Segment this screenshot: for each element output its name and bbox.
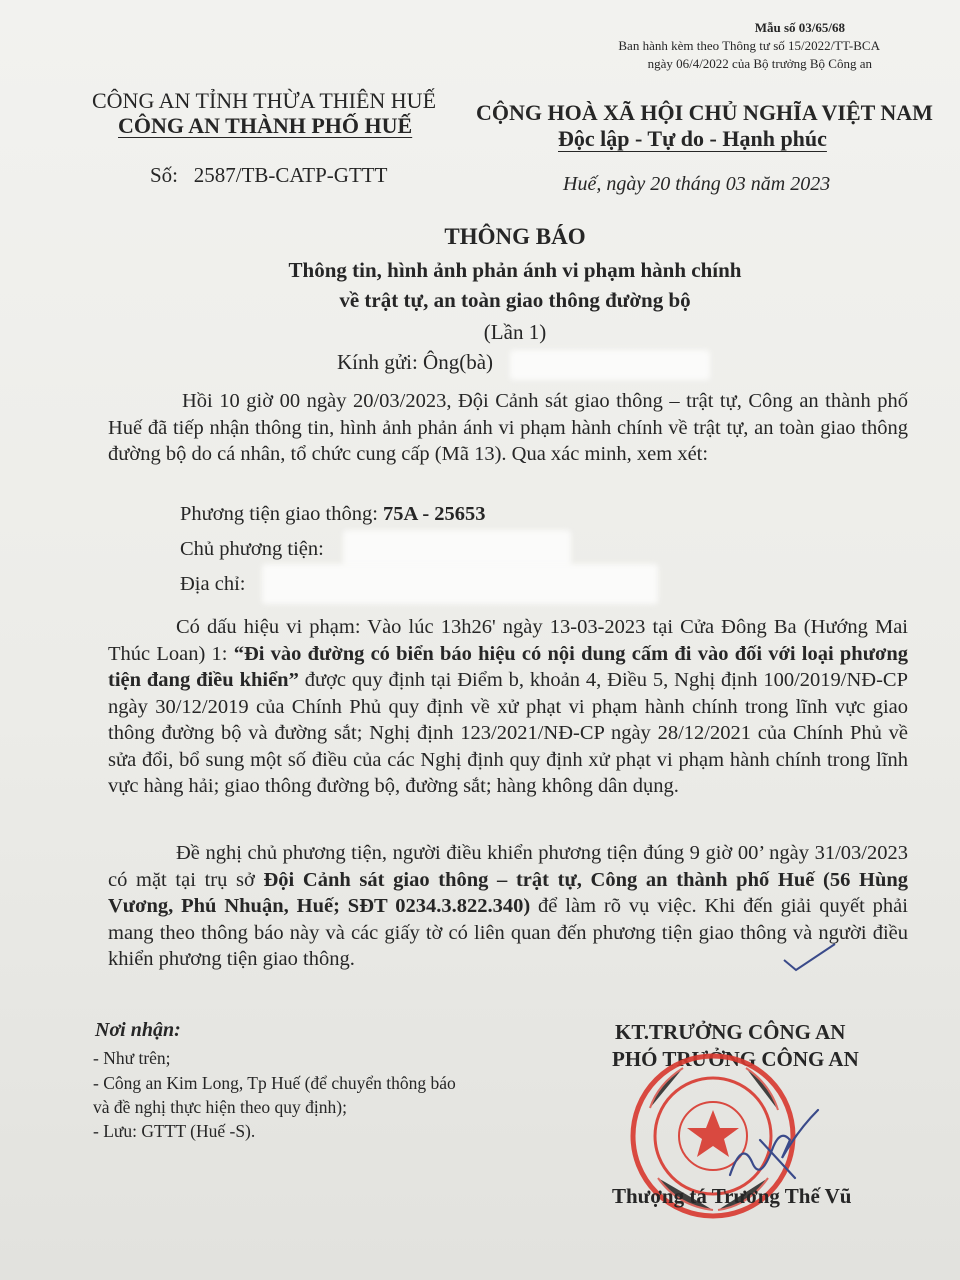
form-issued-by: Ban hành kèm theo Thông tư số 15/2022/TT-BCA [618, 38, 880, 53]
paragraph-intro: Hồi 10 giờ 00 ngày 20/03/2023, Đội Cảnh sát giao thông – trật tự, Công an thành phố Huế đã tiếp nhận thông tin, hình ảnh phản ánh vi phạm hành chính về trật tự, an toàn giao thông đường bộ do cá nhân, tổ chức cung cấp (Mã 13). Qua xác minh, xem xét: [108, 390, 908, 465]
notice-count: (Lần 1) [483, 320, 547, 344]
redacted-owner [343, 530, 571, 568]
violation-text-b: được quy định tại Điểm b, khoản 4, Điều 5, Nghị định 100/2019/NĐ-CP ngày 30/12/2019 của Chính Phủ quy định về xử phạt vi phạm hành chính trong lĩnh vực giao thông đường bộ và đường sắt; Nghị định 123/2021/NĐ-CP ngày 28/12/2021 của Chính Phủ về sửa đổi, bổ sung một số điều của các Nghị định quy định xử phạt vi phạm hành chính trong lĩnh vực hàng hải; giao thông đường bộ, đường sắt; hàng không dân dụng. [108, 669, 909, 797]
address-label: Địa chỉ: [180, 573, 246, 595]
handwritten-signature-icon [720, 1080, 830, 1190]
national-motto: Độc lập - Tự do - Hạnh phúc [558, 126, 827, 151]
recipients-title: Nơi nhận: [95, 1019, 181, 1041]
owner-label: Chủ phương tiện: [180, 538, 324, 560]
document-number-label: Số: [150, 163, 179, 187]
document-number-value: 2587/TB-CATP-GTTT [193, 163, 388, 187]
document-subtitle-2: về trật tự, an toàn giao thông đường bộ [339, 288, 691, 312]
document-subtitle-1: Thông tin, hình ảnh phản ánh vi phạm hành chính [288, 258, 742, 282]
document-number [150, 163, 387, 188]
office-address: Đội Cảnh sát giao thông – trật tự, Công an thành phố Huế (56 Hùng Vương, Phú Nhuận, Huế; SĐT 0234.3.822.340) [108, 868, 909, 917]
address-line [180, 573, 245, 596]
nation-name: CỘNG HOÀ XÃ HỘI CHỦ NGHĨA VIỆT NAM [476, 100, 933, 125]
form-issued-date: ngày 06/4/2022 của Bộ trưởng Bộ Công an [647, 56, 872, 71]
request-text-a: Đề nghị chủ phương tiện, người điều khiển phương tiện đúng 9 giờ 00’ ngày 31/03/2023 có mặt tại trụ sở [108, 842, 908, 891]
violation-text-a: Có dấu hiệu vi phạm: Vào lúc 13h26' ngày 13-03-2023 tại Cửa Đông Ba (Hướng Mai Thúc Loan) 1: [108, 616, 908, 665]
vehicle-line [180, 503, 486, 526]
request-text-b: để làm rõ vụ việc. Khi đến giải quyết phải mang theo thông báo này và các giấy tờ có liên quan đến phương tiện giao thông và người điều khiển phương tiện giao thông. [108, 895, 908, 970]
signature-title-1: KT.TRƯỞNG CÔNG AN [615, 1020, 846, 1044]
recipient-line: Kính gửi: Ông(bà) [337, 350, 494, 374]
recipient-item: - Lưu: GTTT (Huế -S). [93, 1121, 256, 1141]
recipient-item: - Như trên; [93, 1048, 171, 1068]
owner-line [180, 538, 324, 561]
agency-parent: CÔNG AN TỈNH THỪA THIÊN HUẾ [92, 88, 437, 113]
form-number: Mẫu số 03/65/68 [754, 20, 845, 35]
signature-title-2: PHÓ TRƯỞNG CÔNG AN [612, 1047, 859, 1071]
place-date: Huế, ngày 20 tháng 03 năm 2023 [563, 173, 831, 195]
redacted-address [262, 564, 658, 604]
vehicle-plate: 75A - 25653 [383, 503, 486, 525]
paragraph-violation [108, 614, 908, 800]
recipient-item: - Công an Kim Long, Tp Huế (để chuyển thông báo [93, 1073, 456, 1093]
document-title: THÔNG BÁO [444, 224, 586, 249]
signer-name: Thượng tá Trương Thế Vũ [612, 1184, 852, 1208]
violation-description: “Đi vào đường có biển báo hiệu có nội dung cấm đi vào đối với loại phương tiện đang điều khiển” [108, 642, 909, 691]
agency-name: CÔNG AN THÀNH PHỐ HUẾ [118, 113, 413, 138]
checkmark-icon [780, 940, 840, 975]
recipient-item: và đề nghị thực hiện theo quy định); [93, 1097, 347, 1117]
vehicle-label: Phương tiện giao thông: [180, 503, 378, 525]
redacted-recipient-name [510, 350, 710, 380]
